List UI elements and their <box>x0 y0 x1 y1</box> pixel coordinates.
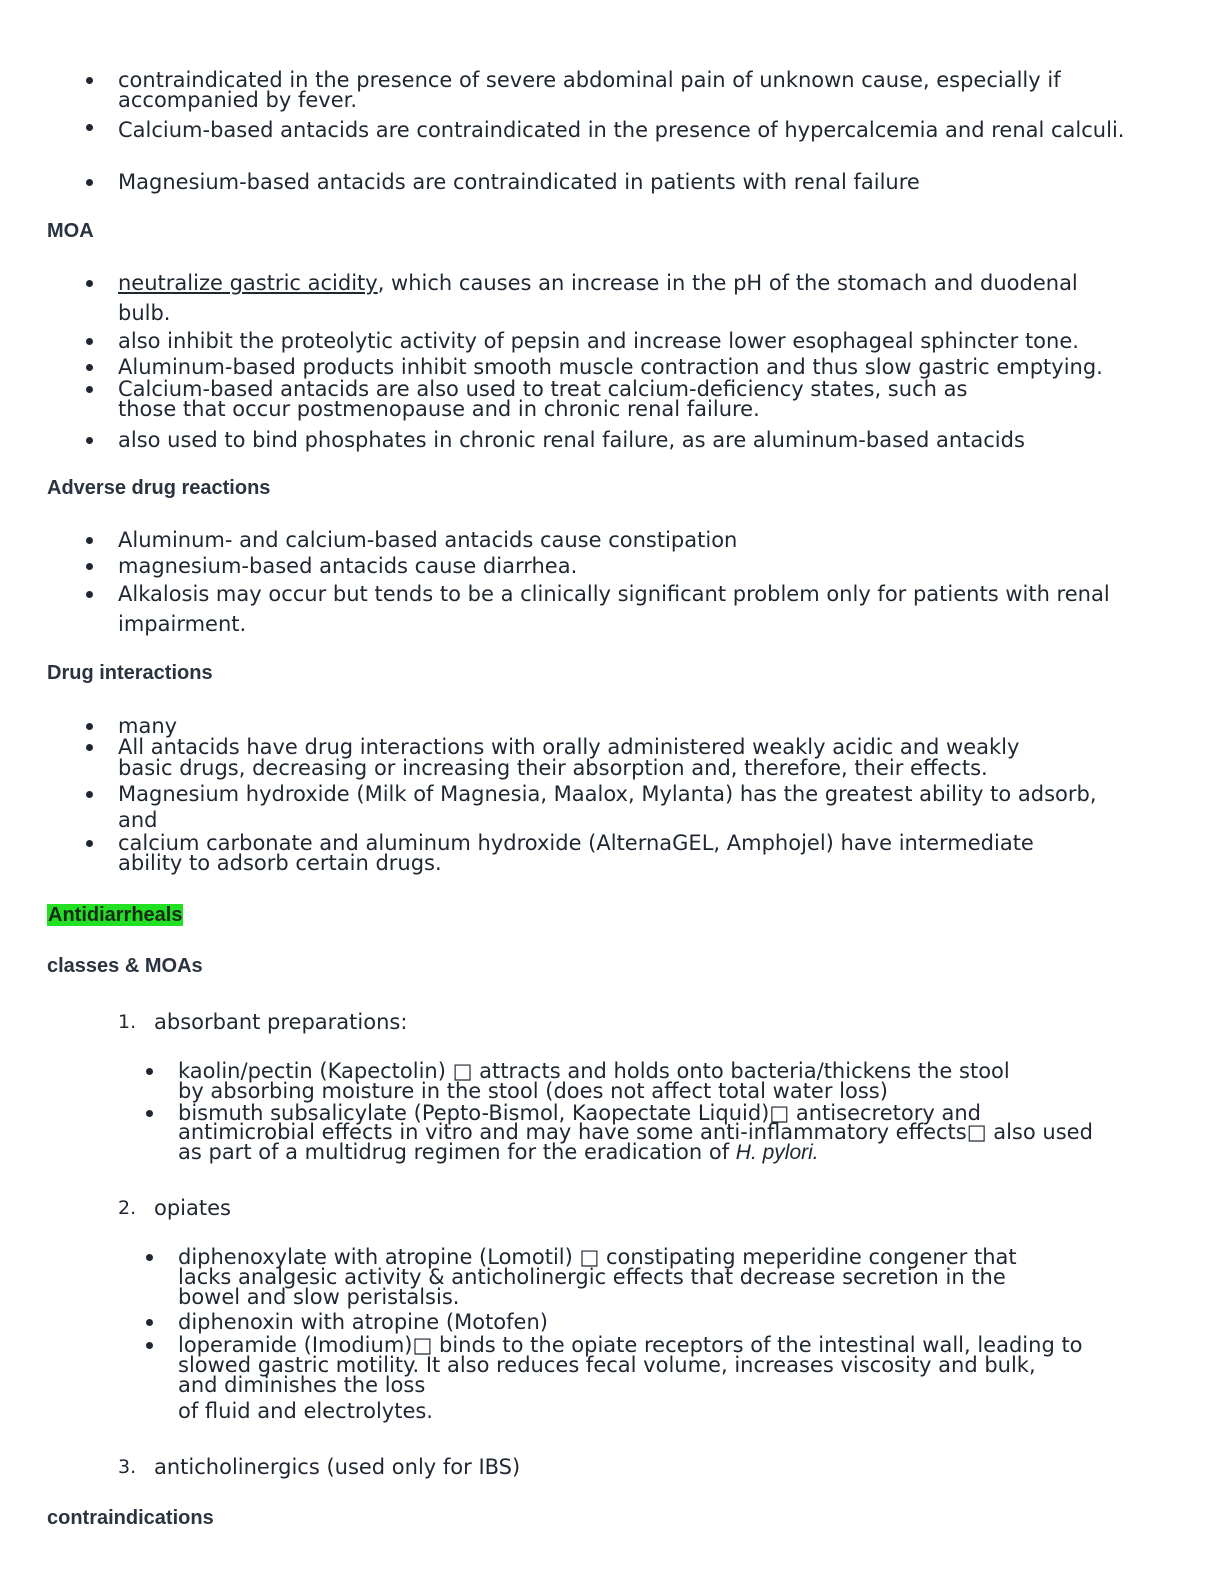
class-label: absorbant preparations: <box>154 1010 408 1034</box>
bullet <box>86 744 93 751</box>
section-heading-interactions: Drug interactions <box>47 662 213 684</box>
list-item-text: as part of a multidrug regimen for the eradication of <box>178 1140 730 1164</box>
underlined-term: neutralize gastric acidity <box>118 271 378 295</box>
list-item-continuation: by absorbing moisture in the stool (does not affect total water loss) <box>178 1079 888 1103</box>
list-item-continuation: of fluid and electrolytes. <box>178 1399 433 1423</box>
bullet <box>146 1319 153 1326</box>
bullet <box>86 840 93 847</box>
list-item: many <box>118 714 178 738</box>
list-item: contraindicated in the presence of severe abdominal pain of unknown cause, especially if accompanied by fever. <box>118 68 1061 112</box>
list-item-text: , which causes an increase in the pH of the stomach and duodenal <box>377 271 1078 295</box>
bullet <box>86 791 93 798</box>
bullet <box>146 1068 153 1075</box>
list-item: also inhibit the proteolytic activity of pepsin and increase lower esophageal sphincter tone. <box>118 329 1079 353</box>
list-item: loperamide (Imodium)□ binds to the opiate receptors of the intestinal wall, leading to <box>178 1333 1083 1357</box>
list-item: Calcium-based antacids are also used to treat calcium-deficiency states, such as <box>118 377 968 401</box>
subheading-classes: classes & MOAs <box>47 955 203 977</box>
list-item-continuation: lacks analgesic activity & anticholinergic effects that decrease secretion in the <box>178 1265 1006 1289</box>
bullet <box>86 179 93 186</box>
bullet <box>86 437 93 444</box>
list-item-continuation: bulb. <box>118 301 171 325</box>
list-item: also used to bind phosphates in chronic renal failure, as are aluminum-based antacids <box>118 428 1025 452</box>
bullet <box>86 386 93 393</box>
list-item-continuation: basic drugs, decreasing or increasing their absorption and, therefore, their effects. <box>118 756 988 780</box>
list-number: 2. <box>118 1197 137 1219</box>
list-item-continuation <box>178 1142 1178 1163</box>
bullet <box>86 537 93 544</box>
bullet <box>86 364 93 371</box>
bullet <box>86 280 93 287</box>
list-item: magnesium-based antacids cause diarrhea. <box>118 554 578 578</box>
list-item: Magnesium-based antacids are contraindicated in patients with renal failure <box>118 170 920 194</box>
list-item <box>118 273 1178 293</box>
list-item-continuation: ability to adsorb certain drugs. <box>118 851 442 875</box>
list-number: 1. <box>118 1011 137 1033</box>
list-item: diphenoxylate with atropine (Lomotil) □ constipating meperidine congener that <box>178 1245 1017 1269</box>
bullet <box>86 563 93 570</box>
list-item: Aluminum-based products inhibit smooth muscle contraction and thus slow gastric emptying. <box>118 355 1103 379</box>
class-label: opiates <box>154 1196 231 1220</box>
list-item: Magnesium hydroxide (Milk of Magnesia, Maalox, Mylanta) has the greatest ability to adsorb, <box>118 782 1097 806</box>
list-item: Alkalosis may occur but tends to be a clinically significant problem only for patients with renal <box>118 582 1110 606</box>
list-item-continuation: slowed gastric motility. It also reduces fecal volume, increases viscosity and bulk, <box>178 1353 1036 1377</box>
bullet <box>86 77 93 84</box>
list-item: diphenoxin with atropine (Motofen) <box>178 1310 548 1334</box>
list-item-continuation: impairment. <box>118 612 247 636</box>
list-item-continuation: and <box>118 808 158 832</box>
list-item: Aluminum- and calcium-based antacids cause constipation <box>118 528 738 552</box>
bullet <box>86 591 93 598</box>
list-number: 3. <box>118 1456 137 1478</box>
bullet <box>146 1110 153 1117</box>
list-item: All antacids have drug interactions with orally administered weakly acidic and weakly <box>118 735 1020 759</box>
list-item: bismuth subsalicylate (Pepto-Bismol, Kaopectate Liquid)□ antisecretory and <box>178 1101 981 1125</box>
section-heading-adverse: Adverse drug reactions <box>47 477 271 499</box>
list-item: calcium carbonate and aluminum hydroxide (AlternaGEL, Amphojel) have intermediate <box>118 831 1034 855</box>
list-item-continuation: bowel and slow peristalsis. <box>178 1285 460 1309</box>
bullet <box>86 338 93 345</box>
highlighted-heading: Antidiarrheals <box>48 904 183 926</box>
subheading-contraindications: contraindications <box>47 1507 214 1529</box>
bullet <box>86 124 93 131</box>
list-item-continuation: antimicrobial effects in vitro and may have some anti-inflammatory effects□ also used <box>178 1120 1093 1144</box>
bullet <box>86 723 93 730</box>
list-item: kaolin/pectin (Kapectolin) □ attracts and holds onto bacteria/thickens the stool <box>178 1059 1010 1083</box>
section-heading-moa: MOA <box>47 220 94 242</box>
class-label: anticholinergics (used only for IBS) <box>154 1455 521 1479</box>
italic-term: H. pylori. <box>735 1141 819 1164</box>
list-item-continuation: and diminishes the loss <box>178 1373 426 1397</box>
section-heading-antidiarrheals <box>47 904 183 927</box>
list-item: Calcium-based antacids are contraindicated in the presence of hypercalcemia and renal calculi. <box>118 118 1125 142</box>
list-item-continuation: those that occur postmenopause and in chronic renal failure. <box>118 397 760 421</box>
bullet <box>146 1254 153 1261</box>
bullet <box>146 1342 153 1349</box>
